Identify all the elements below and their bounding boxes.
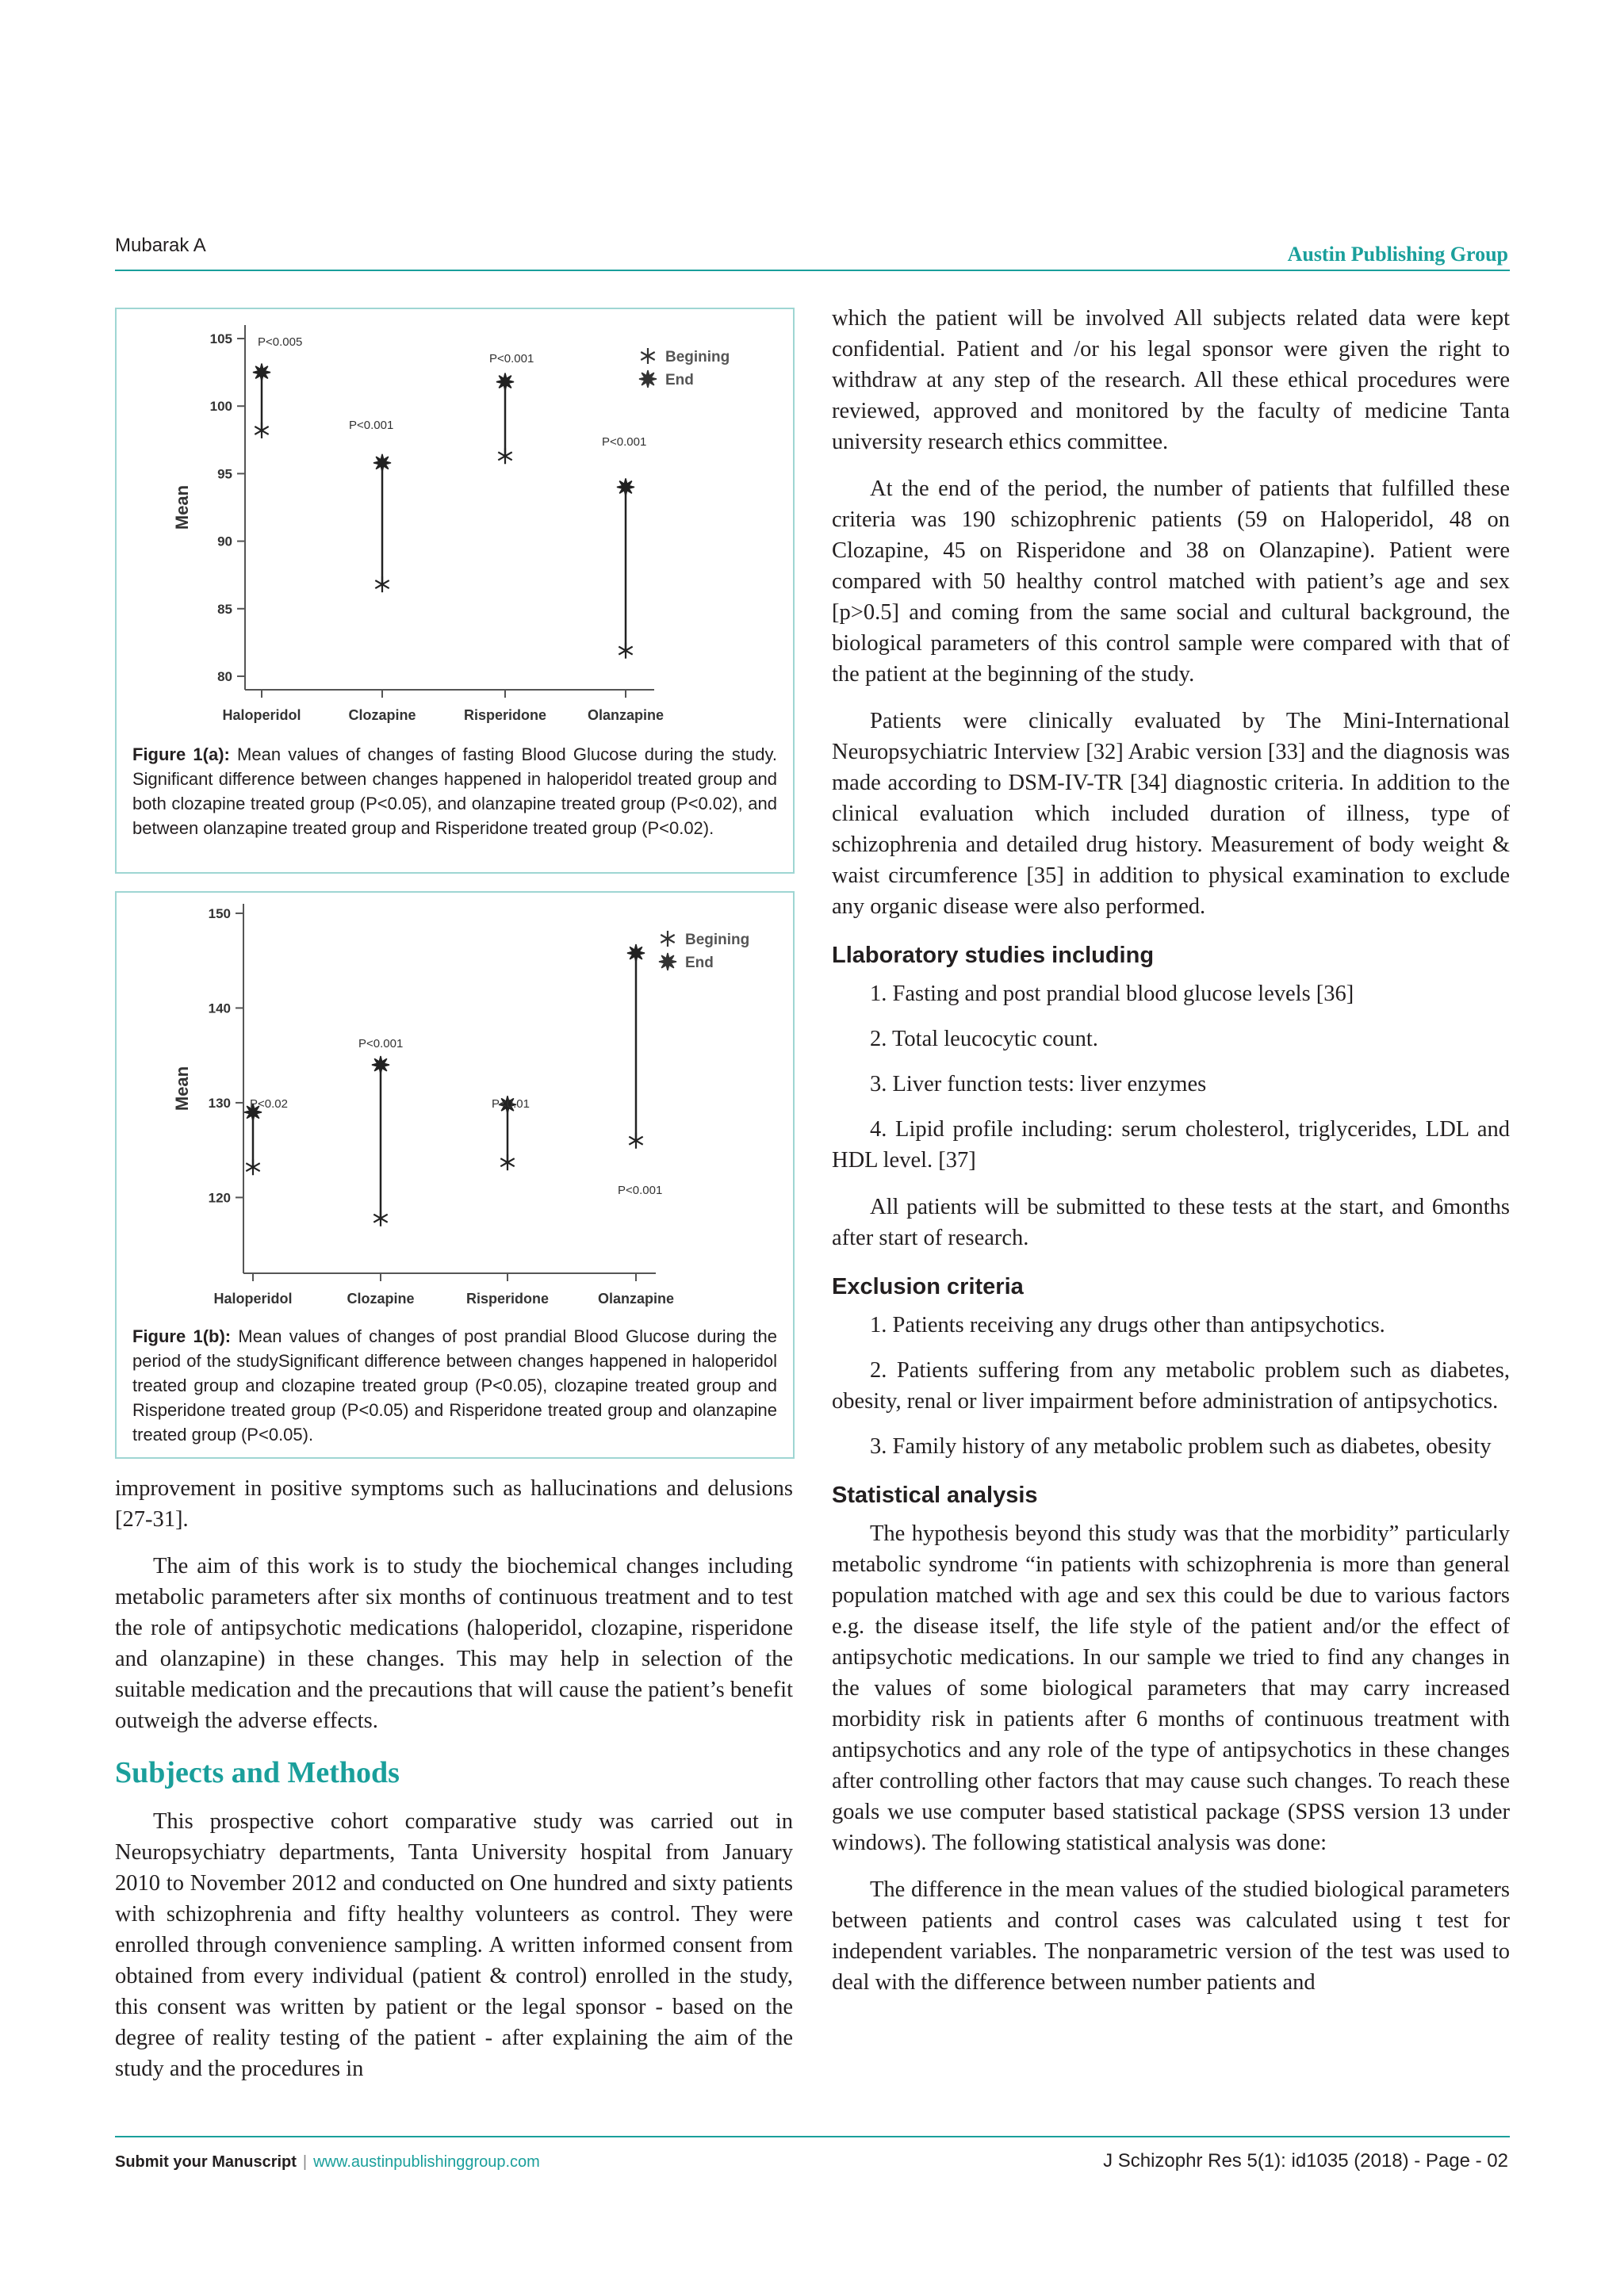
x-tick-label: Clozapine bbox=[347, 1291, 415, 1307]
end-point bbox=[627, 944, 645, 962]
begining-point bbox=[375, 576, 389, 592]
figure-1a-caption bbox=[132, 742, 777, 840]
end-point bbox=[617, 478, 634, 496]
y-axis-label: Mean bbox=[172, 484, 192, 530]
legend-end-marker bbox=[659, 953, 676, 970]
begining-point bbox=[373, 1211, 387, 1226]
figure-1b-chart bbox=[117, 893, 793, 1321]
end-point bbox=[372, 1056, 389, 1073]
p-value-annotation: P<0.001 bbox=[489, 352, 534, 365]
y-tick-label: 80 bbox=[217, 668, 232, 684]
end-point bbox=[373, 454, 391, 472]
legend-begining-marker bbox=[661, 931, 674, 947]
p-value-annotation: P<0.01 bbox=[492, 1097, 530, 1111]
p-value-annotation: P<0.001 bbox=[618, 1184, 663, 1197]
right-column bbox=[832, 303, 1510, 1998]
legend-end-marker bbox=[639, 370, 657, 388]
x-tick-label: Olanzapine bbox=[597, 1291, 675, 1307]
p-value-annotation: P<0.02 bbox=[250, 1097, 288, 1111]
legend-begining-label: Begining bbox=[685, 932, 750, 948]
footer-rule bbox=[115, 2136, 1510, 2137]
p-value-annotation: P<0.005 bbox=[258, 335, 303, 349]
y-tick-label: 100 bbox=[209, 399, 232, 415]
page-citation: J Schizophr Res 5(1): id1035 (2018) - Page - 02 bbox=[1103, 2150, 1508, 2172]
x-tick-label: Haloperidol bbox=[213, 1291, 293, 1307]
subsection-title-laboratory: Llaboratory studies including bbox=[832, 943, 1155, 968]
y-tick-label: 120 bbox=[208, 1190, 231, 1206]
list-item: 1. Fasting and post prandial blood glucose levels [36] bbox=[870, 982, 1354, 1006]
header-rule bbox=[115, 270, 1510, 271]
figure-1a bbox=[115, 308, 795, 874]
figure-1b-caption bbox=[132, 1324, 777, 1447]
left-column bbox=[115, 1473, 793, 2084]
figure-1a-caption-label: Figure 1(a): bbox=[132, 744, 230, 764]
x-tick-label: Haloperidol bbox=[222, 707, 301, 723]
begining-point bbox=[255, 423, 268, 438]
list-item: 2. Total leucocytic count. bbox=[870, 1027, 1098, 1051]
paragraph: The hypothesis beyond this study was that the morbidity” particularly metabolic syndrome “in patients with schizophrenia is more than general population matched with age and sex this could be due to various factors e.g. the disease itself, the life style of the patient and/or the effect of antipsychotic medications. In our sample we tried to find any changes in the values of some biological parameters that may carry increased morbidity risk in patients after 6 months of continuous treatment with antipsychotics and any role of the type of antipsychotics in these changes after controlling other factors that may cause such changes. To reach these goals we use computer based statistical package (SPSS version 13 under windows). The following statistical analysis was done: bbox=[832, 1521, 1510, 1855]
paragraph: which the patient will be involved All subjects related data were kept confidential. Patient and /or his legal sponsor were given the right to withdraw at any step of the research. All these ethical procedures were reviewed, approved and monitored by the faculty of medicine Tanta university research ethics committee. bbox=[832, 306, 1510, 454]
y-tick-label: 140 bbox=[208, 1001, 231, 1016]
figure-1b bbox=[115, 891, 795, 1459]
list-item: 2. Patients suffering from any metabolic problem such as diabetes, obesity, renal or liver impairment before administration of antipsychotics. bbox=[832, 1358, 1510, 1414]
begining-point bbox=[500, 1154, 514, 1170]
y-tick-label: 105 bbox=[209, 331, 232, 347]
y-tick-label: 90 bbox=[217, 534, 232, 549]
y-tick-label: 85 bbox=[217, 601, 232, 617]
list-item: 4. Lipid profile including: serum cholesterol, triglycerides, LDL and HDL level. [37] bbox=[832, 1117, 1510, 1173]
y-tick-label: 130 bbox=[208, 1095, 231, 1111]
list-item: 3. Family history of any metabolic problem such as diabetes, obesity bbox=[870, 1434, 1492, 1459]
section-title-subjects-methods: Subjects and Methods bbox=[115, 1756, 400, 1789]
publisher-url-link[interactable]: www.austinpublishinggroup.com bbox=[313, 2153, 540, 2171]
end-point bbox=[496, 373, 514, 391]
paragraph: All patients will be submitted to these tests at the start, and 6months after start of research. bbox=[832, 1195, 1510, 1250]
x-tick-label: Olanzapine bbox=[587, 707, 665, 723]
paragraph: At the end of the period, the number of patients that fulfilled these criteria was 190 schizophrenic patients (59 on Haloperidol, 48 on Clozapine, 45 on Risperidone and 38 on Olanzapine). Patient were compared with 50 healthy control matched with patient’s age and sex [p>0.5] and coming from the same social and cultural background, the biological parameters of this control sample were compared with that of the patient at the beginning of the study. bbox=[832, 476, 1510, 687]
p-value-annotation: P<0.001 bbox=[358, 1037, 404, 1050]
running-author: Mubarak A bbox=[115, 235, 206, 256]
legend-end-label: End bbox=[685, 955, 714, 971]
paragraph: The difference in the mean values of the studied biological parameters between patients and control cases was calculated using t test for independent variables. The nonparametric version of the test was used to deal with the difference between number patients and bbox=[832, 1877, 1510, 1995]
submit-manuscript-label[interactable]: Submit your Manuscript bbox=[115, 2153, 297, 2171]
end-point bbox=[253, 364, 270, 381]
legend-begining-marker bbox=[641, 348, 654, 364]
legend-begining-label: Begining bbox=[665, 349, 730, 365]
footer-submit bbox=[115, 2153, 540, 2172]
y-tick-label: 150 bbox=[208, 905, 231, 921]
publisher-name: Austin Publishing Group bbox=[1287, 243, 1508, 266]
legend-end-label: End bbox=[665, 372, 694, 388]
list-item: 3. Liver function tests: liver enzymes bbox=[870, 1072, 1207, 1096]
footer-separator: | bbox=[302, 2153, 308, 2171]
subsection-title-statistical: Statistical analysis bbox=[832, 1483, 1038, 1508]
figure-1a-chart bbox=[117, 309, 793, 737]
x-tick-label: Risperidone bbox=[465, 1291, 550, 1307]
figure-1a-caption-text: Mean values of changes of fasting Blood Glucose during the study. Significant difference between changes happened in haloperidol treated group and both clozapine treated group (P<0.05), and olanzapine treated group (P<0.02), and between olanzapine treated group and Risperidone treated group (P<0.02). bbox=[132, 744, 777, 838]
y-axis-label: Mean bbox=[172, 1066, 192, 1112]
paragraph: The aim of this work is to study the biochemical changes including metabolic parameters after six months of continuous treatment and to test the role of antipsychotic medications (haloperidol, clozapine, risperidone and olanzapine) in these changes. This may help in selection of the suitable medication and the precautions that will cause the patient’s benefit outweigh the adverse effects. bbox=[115, 1554, 793, 1733]
begining-point bbox=[498, 448, 511, 464]
paragraph: improvement in positive symptoms such as hallucinations and delusions [27-31]. bbox=[115, 1476, 793, 1532]
x-tick-label: Risperidone bbox=[463, 707, 547, 723]
subsection-title-exclusion: Exclusion criteria bbox=[832, 1274, 1024, 1299]
begining-point bbox=[619, 643, 632, 659]
begining-point bbox=[629, 1133, 642, 1149]
p-value-annotation: P<0.001 bbox=[602, 435, 647, 449]
p-value-annotation: P<0.001 bbox=[349, 419, 394, 432]
figure-1b-caption-label: Figure 1(b): bbox=[132, 1326, 232, 1346]
y-tick-label: 95 bbox=[217, 466, 232, 482]
figure-1b-caption-text: Mean values of changes of post prandial Blood Glucose during the period of the studySignificant difference between changes happened in haloperidol treated group and clozapine treated group (P<0.05), clozapine treated group and Risperidone treated group (P<0.05) and Risperidone treated group and olanzapine treated group (P<0.05). bbox=[132, 1326, 777, 1445]
x-tick-label: Clozapine bbox=[348, 707, 416, 723]
paragraph: This prospective cohort comparative study was carried out in Neuropsychiatry departments, Tanta University hospital from January 2010 to November 2012 and conducted on One hundred and sixty patients with schizophrenia and fifty healthy volunteers as control. They were enrolled through convenience sampling. A written informed consent from obtained from every individual (patient & control) enrolled in the study, this consent was written by patient or the legal sponsor - based on the degree of reality testing of the patient - after explaining the aim of the study and the procedures in bbox=[115, 1809, 793, 2081]
paragraph: Patients were clinically evaluated by The Mini-International Neuropsychiatric Interview [32] Arabic version [33] and the diagnosis was made according to DSM-IV-TR [34] diagnostic criteria. In addition to the clinical evaluation which included duration of illness, type of schizophrenia and detailed drug history. Measurement of body weight & waist circumference [35] in addition to physical examination to exclude any organic disease were also performed. bbox=[832, 709, 1510, 919]
list-item: 1. Patients receiving any drugs other than antipsychotics. bbox=[870, 1313, 1385, 1337]
begining-point bbox=[246, 1159, 259, 1175]
